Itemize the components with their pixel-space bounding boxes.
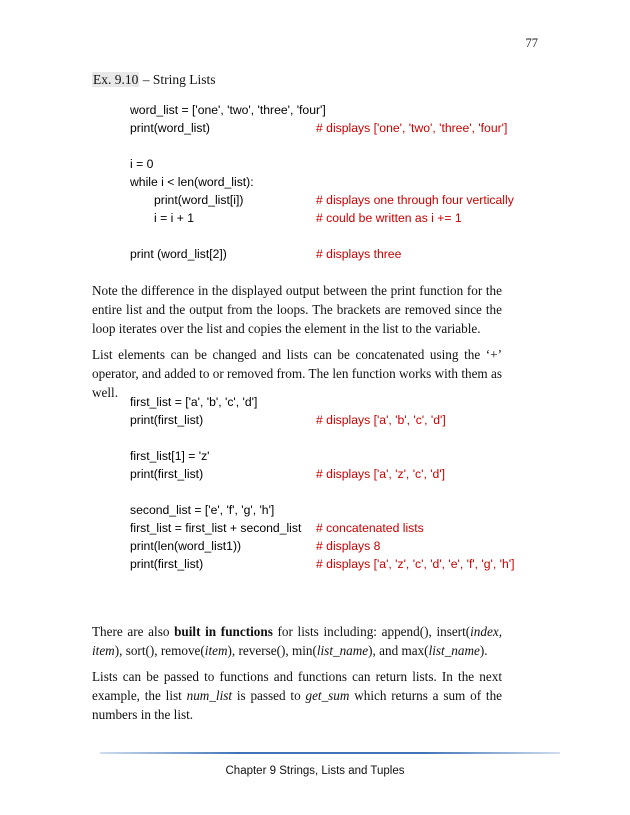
paragraph-list-elements: List elements can be changed and lists can be concatenated using the ‘+’ operator, and added to or removed from. The len function works with them as well. bbox=[92, 347, 502, 400]
code-line bbox=[130, 501, 550, 519]
code-text: i = i + 1 bbox=[154, 211, 194, 225]
code-line bbox=[130, 411, 550, 429]
section-heading bbox=[92, 72, 216, 88]
heading-title: String Lists bbox=[152, 72, 216, 87]
code-line bbox=[130, 393, 550, 411]
code-text: print(first_list) bbox=[130, 413, 204, 427]
code-comment: # displays ['a', 'z', 'c', 'd'] bbox=[316, 467, 446, 481]
code-comment: # displays ['a', 'z', 'c', 'd', 'e', 'f', 'g', 'h'] bbox=[316, 557, 515, 571]
code-text: i = 0 bbox=[130, 157, 154, 171]
code-text: print(word_list) bbox=[130, 121, 210, 135]
code-line bbox=[130, 209, 550, 227]
code-comment: # displays ['a', 'b', 'c', 'd'] bbox=[316, 413, 446, 427]
code-comment: # concatenated lists bbox=[316, 521, 424, 535]
code-comment: # displays three bbox=[316, 247, 402, 261]
code-line bbox=[130, 245, 550, 263]
code-text: print(first_list) bbox=[130, 467, 204, 481]
code-comment: # displays ['one', 'two', 'three', 'four'] bbox=[316, 121, 508, 135]
code-text: print (word_list[2]) bbox=[130, 247, 227, 261]
code-line bbox=[130, 555, 550, 573]
code-line bbox=[130, 519, 550, 537]
page-number: 77 bbox=[525, 36, 538, 50]
code-text: print(len(word_list1)) bbox=[130, 539, 242, 553]
chapter-footer: Chapter 9 Strings, Lists and Tuples bbox=[225, 765, 405, 777]
code-line bbox=[130, 191, 550, 209]
paragraph-functions: Lists can be passed to functions and functions can return lists. In the next example, the list num_list is passed to get_sum which returns a sum of the numbers in the list. bbox=[92, 669, 503, 722]
code-text: while i < len(word_list): bbox=[130, 175, 254, 189]
code-comment: # displays one through four vertically bbox=[316, 193, 514, 207]
code-block-word-list bbox=[130, 101, 550, 263]
code-block-first-list bbox=[130, 393, 550, 573]
paragraph-built-in-functions: There are also built in functions for lists including: append(), insert(index, item), sort(), remove(item), reverse(), min(list_name), and max(list_name). bbox=[92, 624, 502, 658]
code-line bbox=[130, 537, 550, 555]
code-line bbox=[130, 101, 550, 119]
example-number: Ex. 9.10 bbox=[93, 72, 139, 87]
footer-divider bbox=[100, 752, 560, 754]
code-line bbox=[130, 447, 550, 465]
code-text: print(first_list) bbox=[130, 557, 204, 571]
code-comment: # displays 8 bbox=[316, 539, 381, 553]
heading-dash: – bbox=[139, 72, 153, 87]
code-line bbox=[130, 119, 550, 137]
bold-term: built in functions bbox=[174, 624, 273, 639]
code-text: print(word_list[i]) bbox=[154, 193, 244, 207]
code-text: first_list[1] = 'z' bbox=[130, 449, 210, 463]
code-line bbox=[130, 155, 550, 173]
code-text: word_list = ['one', 'two', 'three', 'four'] bbox=[130, 103, 326, 117]
code-text: first_list = ['a', 'b', 'c', 'd'] bbox=[130, 395, 258, 409]
code-text: second_list = ['e', 'f', 'g', 'h'] bbox=[130, 503, 275, 517]
code-line bbox=[130, 173, 550, 191]
code-comment: # could be written as i += 1 bbox=[316, 211, 462, 225]
code-text: first_list = first_list + second_list bbox=[130, 521, 302, 535]
paragraph-note: Note the difference in the displayed output between the print function for the entire list and the output from the loops. The brackets are removed since the loop iterates over the list and copies the element in the list to the variable. bbox=[92, 283, 502, 336]
code-line bbox=[130, 465, 550, 483]
